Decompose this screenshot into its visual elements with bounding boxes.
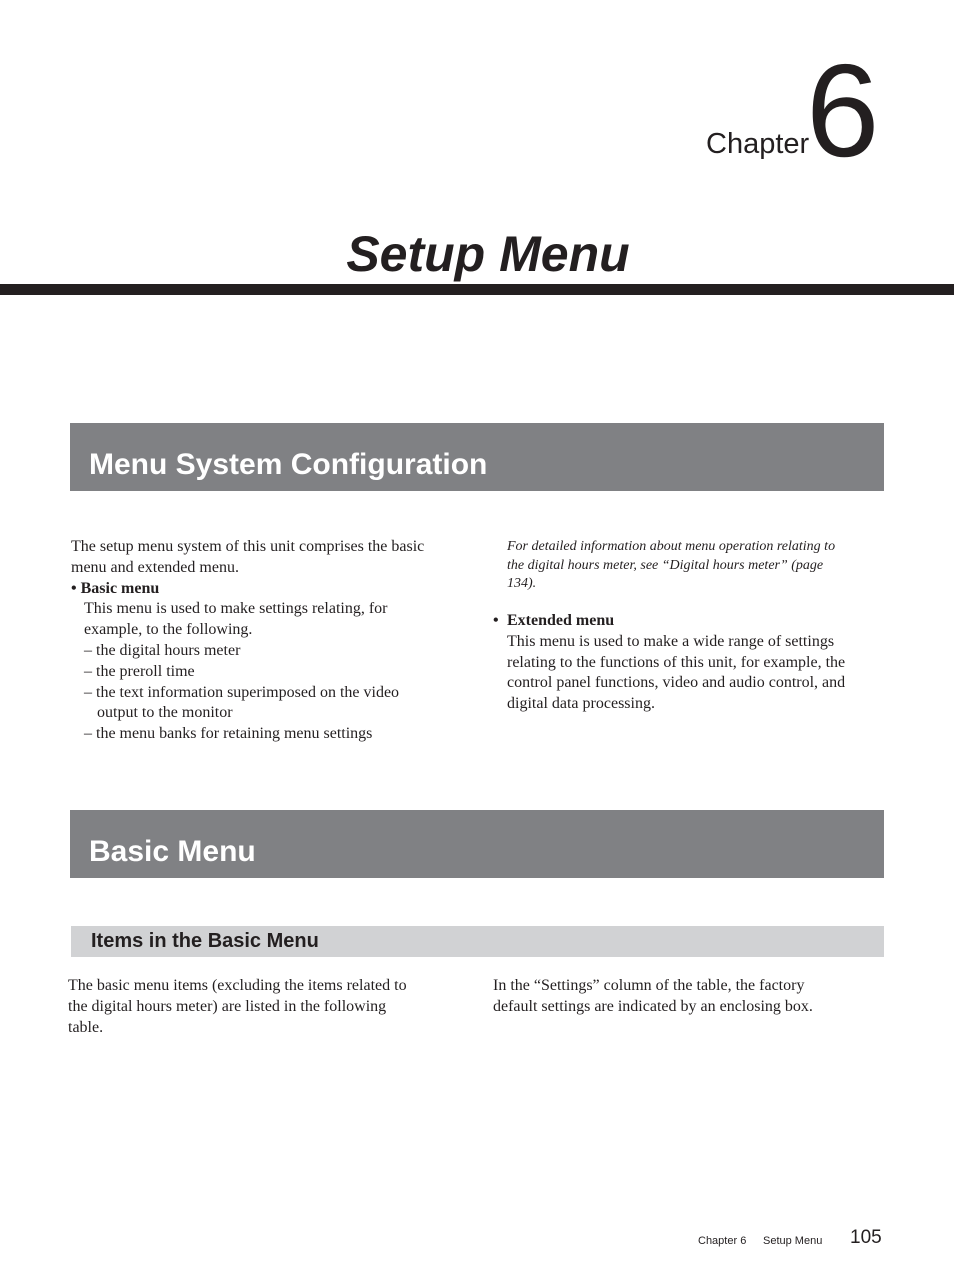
paragraph-line: The basic menu items (excluding the items related to bbox=[68, 977, 407, 994]
extended-menu-desc-line: relating to the functions of this unit, for example, the bbox=[507, 653, 846, 671]
chapter-number: 6 bbox=[806, 37, 878, 184]
hours-meter-note bbox=[507, 538, 887, 594]
section-heading-basic-menu bbox=[70, 810, 884, 878]
extended-menu-desc-line: control panel functions, video and audio control, and bbox=[507, 674, 846, 692]
list-item: – the text information superimposed on the video bbox=[84, 683, 400, 701]
basic-menu-desc-line: example, to the following. bbox=[84, 621, 253, 639]
basic-menu-intro-left bbox=[68, 976, 468, 1038]
extended-menu-label: Extended menu bbox=[507, 612, 615, 629]
extended-menu-desc-line: This menu is used to make a wide range of settings bbox=[507, 632, 835, 650]
basic-menu-intro-right bbox=[493, 976, 888, 1018]
title-rule bbox=[0, 284, 954, 295]
extended-menu-block bbox=[493, 611, 888, 715]
page-number: 105 bbox=[850, 1227, 882, 1248]
paragraph-line: In the “Settings” column of the table, the factory bbox=[493, 977, 805, 994]
intro-line: The setup menu system of this unit comprises the basic bbox=[71, 538, 425, 555]
basic-menu-bullet: • Basic menu bbox=[71, 579, 160, 597]
paragraph-line: table. bbox=[68, 1018, 104, 1036]
paragraph-line: default settings are indicated by an enclosing box. bbox=[493, 997, 813, 1015]
section-heading-menu-system-configuration bbox=[70, 423, 884, 491]
page-title: Setup Menu bbox=[346, 226, 630, 282]
list-item-continuation: output to the monitor bbox=[97, 704, 233, 722]
extended-menu-bullet: • bbox=[493, 612, 499, 629]
list-item: – the digital hours meter bbox=[84, 641, 241, 659]
footer-title: Setup Menu bbox=[763, 1235, 823, 1247]
section1-left-column bbox=[71, 537, 471, 745]
section-heading-text: Menu System Configuration bbox=[89, 448, 488, 481]
note-line: the digital hours meter, see “Digital hours meter” (page bbox=[507, 557, 824, 573]
chapter-label: Chapter bbox=[706, 128, 810, 160]
extended-menu-desc-line: digital data processing. bbox=[507, 695, 655, 713]
paragraph-line: the digital hours meter) are listed in the following bbox=[68, 997, 387, 1015]
subsection-heading-text: Items in the Basic Menu bbox=[91, 930, 319, 952]
list-item: – the menu banks for retaining menu settings bbox=[84, 725, 373, 743]
list-item: – the preroll time bbox=[84, 662, 195, 680]
subsection-heading-items bbox=[71, 926, 884, 957]
intro-line: menu and extended menu. bbox=[71, 558, 239, 576]
basic-menu-desc-line: This menu is used to make settings relating, for bbox=[84, 600, 388, 618]
footer-chapter: Chapter 6 bbox=[698, 1235, 747, 1247]
note-line: For detailed information about menu operation relating to bbox=[507, 539, 836, 554]
section-heading-text: Basic Menu bbox=[89, 835, 256, 868]
note-line: 134). bbox=[507, 576, 537, 591]
